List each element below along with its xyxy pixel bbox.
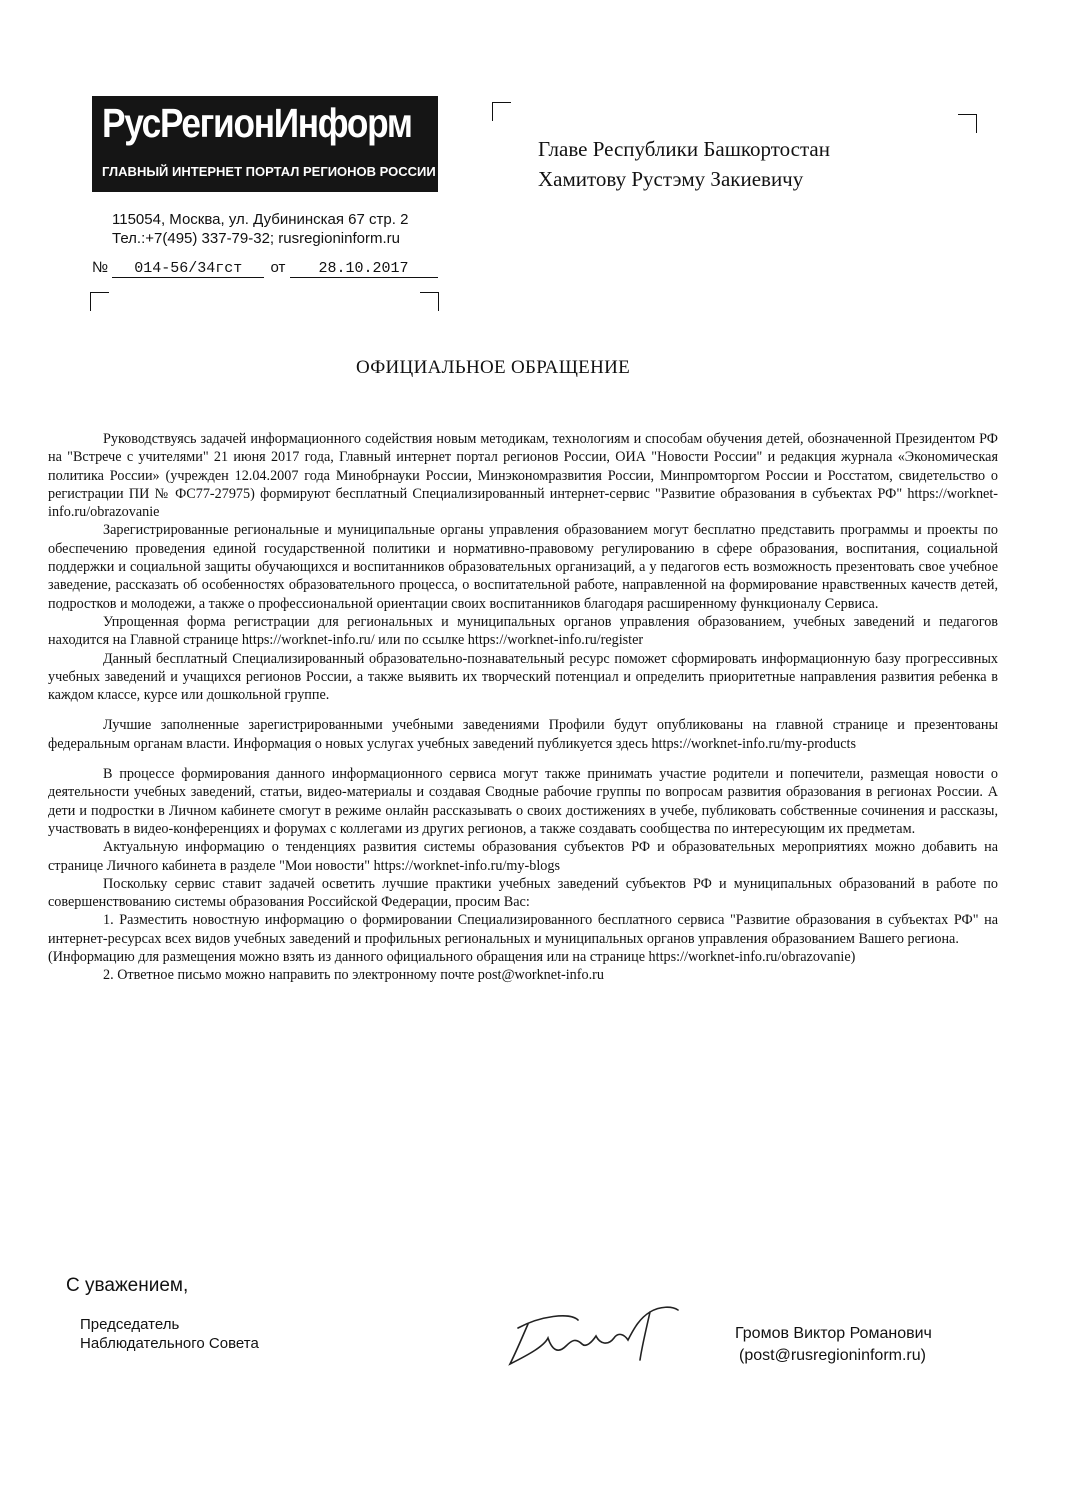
logo-name: РусРегионИнформ — [102, 100, 412, 146]
addressee — [538, 134, 830, 194]
body-paragraph: Поскольку сервис ставит задачей осветить лучшие практики учебных заведений субъектов РФ и муниципальных образований в работе по совершенствованию системы образования Российской Федерации, просим Вас: — [48, 875, 998, 911]
registration-date-label: от — [270, 259, 286, 276]
body-paragraph: Данный бесплатный Специализированный образовательно-познавательный ресурс поможет сформировать информационную базу прогрессивных учебных заведений и учащихся регионов России, а также выявить их творческий потенциал и определить приоритетные направления развития ребенка в каждом классе, курсе или дошкольной группе. — [48, 650, 998, 704]
body-paragraph: В процессе формирования данного информационного сервиса могут также принимать участие родители и попечители, размещая новости о деятельности учебных заведений, статьи, видео-материалы и создавая Сводные рабочие группы по вопросам развития образования в регионах России. А дети и подростки в Личном кабинете смогут в режиме онлайн рассказывать о своих достижениях в учебе, публиковать собственные сочинения и рассказы, участвовать в видео-конференциях и форумах с коллегами из других регионов, а также создавать сообщества по интересующим их предметам. — [48, 766, 998, 837]
body-paragraph: Упрощенная форма регистрации для региональных и муниципальных органов управления образованием, учебных заведений и педагогов находится на Главной странице https://worknet-info.ru/ или по ссылке https://worknet-info.ru/register — [48, 613, 998, 649]
addressee-line-2: Хамитову Рустэму Закиевичу — [538, 167, 804, 191]
signatory-position — [80, 1315, 259, 1353]
body-paragraph: Руководствуясь задачей информационного содействия новым методикам, технологиям и способам обучения детей, обозначенной Президентом РФ на "Встрече с учителями" 21 июня 2017 года, Главный интернет портал регионов России, ОИА "Новости России" и редакция журнала «Экономическая политика России» (учрежден 12.04.2007 года Минобрнауки России, Минэкономразвития России, Минпромторгом России и Росстатом, свидетельство о регистрации ПИ № ФС77-27975) формируют бесплатный Специализированный интернет-сервис "Развитие образования в субъектах РФ" https://worknet-info.ru/obrazovanie — [48, 431, 998, 521]
document-title: ОФИЦИАЛЬНОЕ ОБРАЩЕНИЕ — [355, 357, 631, 378]
corner-mark — [420, 292, 439, 311]
closing: С уважением, — [66, 1275, 189, 1296]
handwritten-signature — [500, 1298, 690, 1378]
position-line-1: Председатель — [80, 1316, 180, 1333]
logo-tagline: ГЛАВНЫЙ ИНТЕРНЕТ ПОРТАЛ РЕГИОНОВ РОССИИ — [102, 164, 436, 179]
registration-number-label: № — [92, 259, 109, 276]
logo — [92, 96, 438, 192]
position-line-2: Наблюдательного Совета — [80, 1335, 259, 1352]
request-item-1: 1. Разместить новостную информацию о формировании Специализированного бесплатного сервиса "Развитие образования в субъектах РФ" на интернет-ресурсах всех видов учебных заведений и профильных региональных и муниципальных органов управления образованием Вашего региона. — [48, 912, 998, 947]
request-item-1-note: (Информацию для размещения можно взять из данного официального обращения или на странице https://worknet-info.ru/obrazovanie) — [48, 949, 856, 966]
request-item-2: 2. Ответное письмо можно направить по электронному почте post@worknet-info.ru — [103, 967, 604, 984]
registration-line — [92, 259, 438, 278]
registration-date: 28.10.2017 — [290, 260, 438, 278]
addressee-line-1: Главе Республики Башкортостан — [538, 137, 830, 161]
body-paragraph: Актуальную информацию о тенденциях развития системы образования субъектов РФ и образовательных мероприятиях можно добавить на странице Личного кабинета в разделе "Мои новости" https://worknet-info.ru/my-blogs — [48, 839, 998, 874]
document-body — [48, 430, 998, 985]
signatory-name: Громов Виктор Романович — [735, 1325, 932, 1342]
corner-mark — [492, 102, 511, 121]
body-paragraph: Лучшие заполненные зарегистрированными учебными заведениями Профили будут опубликованы на главной странице и презентованы федеральным органам власти. Информация о новых услугах учебных заведений публикуется здесь https://worknet-info.ru/my-products — [48, 717, 998, 752]
registration-number: 014-56/34гст — [112, 260, 264, 278]
sender-address-block — [112, 210, 408, 248]
sender-contacts: Тел.:+7(495) 337-79-32; rusregioninform.ru — [112, 230, 400, 247]
signatory — [735, 1323, 932, 1367]
sender-address: 115054, Москва, ул. Дубининская 67 стр. 2 — [112, 211, 409, 228]
corner-mark — [958, 114, 977, 133]
corner-mark — [90, 292, 109, 311]
signatory-email: (post@rusregioninform.ru) — [739, 1347, 926, 1364]
body-paragraph: Зарегистрированные региональные и муниципальные органы управления образованием могут бесплатно представить программы и проекты по обеспечению проведения единой государственной политики и нормативно-правовому регулированию в сфере образования, воспитания, социальной поддержки и социальной защиты обучающихся и воспитанников образовательных организаций, а у педагогов есть возможность презентовать свое учебное заведение, рассказать об особенностях образовательного процесса, о воспитательной работе, направленной на формирование нравственных качеств детей, подростков и молодежи, а также о профессиональной ориентации своих воспитанников благодаря расширенному функционалу Сервиса. — [48, 522, 998, 612]
